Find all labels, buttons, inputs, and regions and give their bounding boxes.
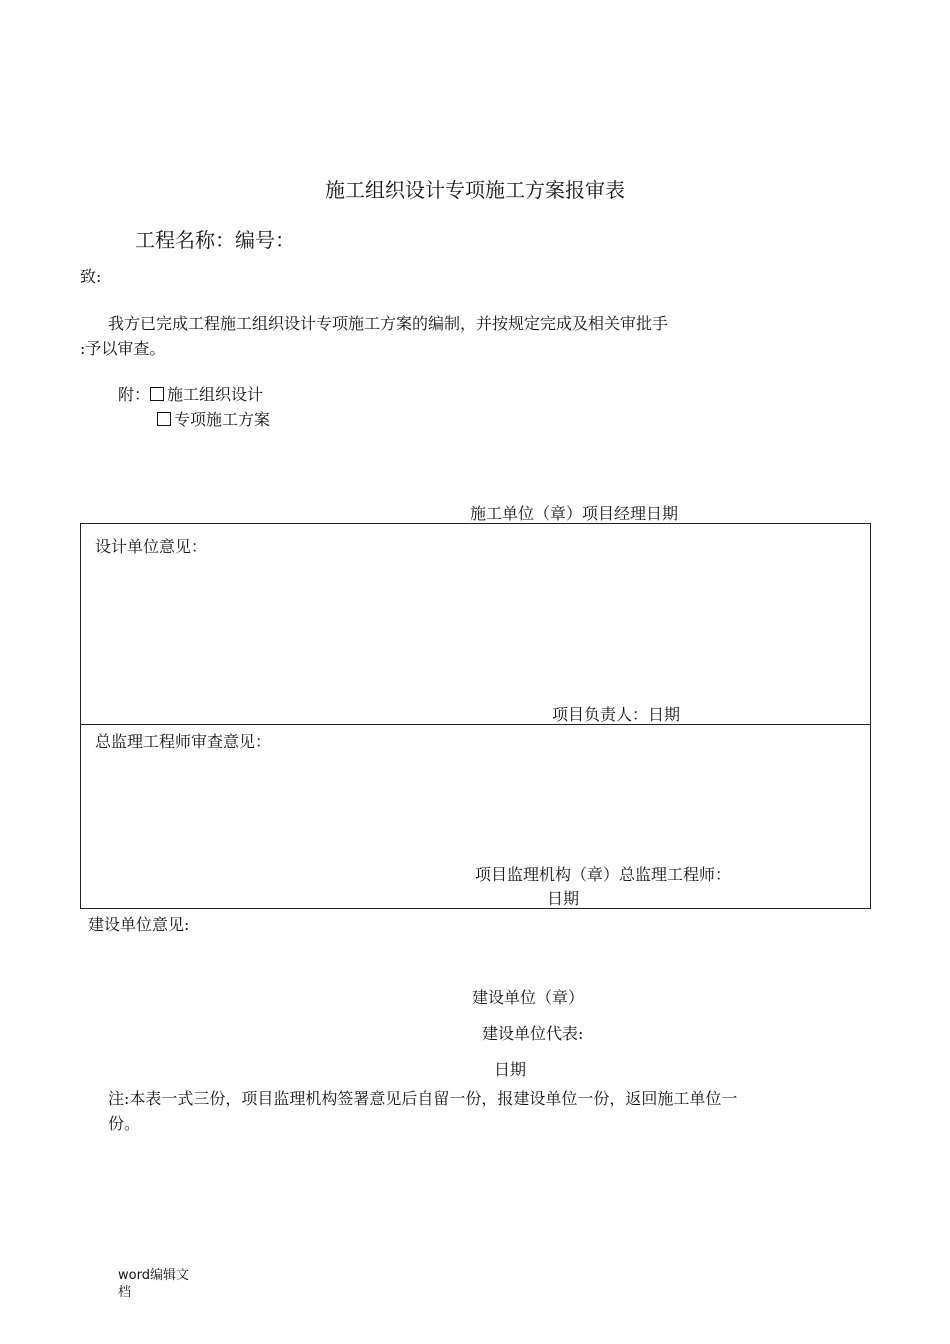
contractor-signature-line: 施工单位（章）项目经理日期 (470, 504, 679, 523)
note-line-1: 注:本表一式三份，项目监理机构签署意见后自留一份，报建设单位一份，返回施工单位一 (108, 1089, 738, 1108)
attachment-line-2 (157, 407, 270, 430)
body-text-line-1: 我方已完成工程施工组织设计专项施工方案的编制，并按规定完成及相关审批手 (108, 314, 669, 333)
design-opinion-box (80, 523, 871, 725)
checkbox-icon (150, 387, 164, 401)
attachment-line-1 (118, 382, 263, 405)
design-opinion-label: 设计单位意见： (95, 537, 208, 556)
project-name-line: 工程名称：编号： (135, 228, 295, 252)
footer-line-2: 档 (118, 1285, 132, 1300)
note-line-2: 份。 (108, 1114, 141, 1133)
design-signature-line: 项目负责人：日期 (552, 705, 681, 724)
attachment-item-special-plan: 专项施工方案 (174, 410, 271, 429)
owner-stamp-line: 建设单位（章） (472, 988, 585, 1007)
supervisor-signature-line: 项目监理机构（章）总监理工程师： (475, 865, 732, 884)
addressee-line: 致: (80, 267, 102, 286)
checkbox-icon (157, 412, 171, 426)
owner-date-line: 日期 (494, 1060, 527, 1079)
owner-representative-line: 建设单位代表: (482, 1024, 584, 1043)
attachment-item-construction-design: 施工组织设计 (167, 385, 264, 404)
owner-opinion-label: 建设单位意见: (88, 915, 190, 934)
footer-line-1: word编辑文 (118, 1268, 189, 1283)
page-title: 施工组织设计专项施工方案报审表 (325, 178, 625, 202)
supervisor-opinion-box (80, 724, 871, 909)
attachment-prefix: 附： (118, 385, 151, 404)
body-text-line-2: :予以审查。 (80, 339, 166, 358)
supervisor-date-line: 日期 (547, 889, 580, 908)
supervisor-opinion-label: 总监理工程师审查意见： (95, 732, 272, 751)
